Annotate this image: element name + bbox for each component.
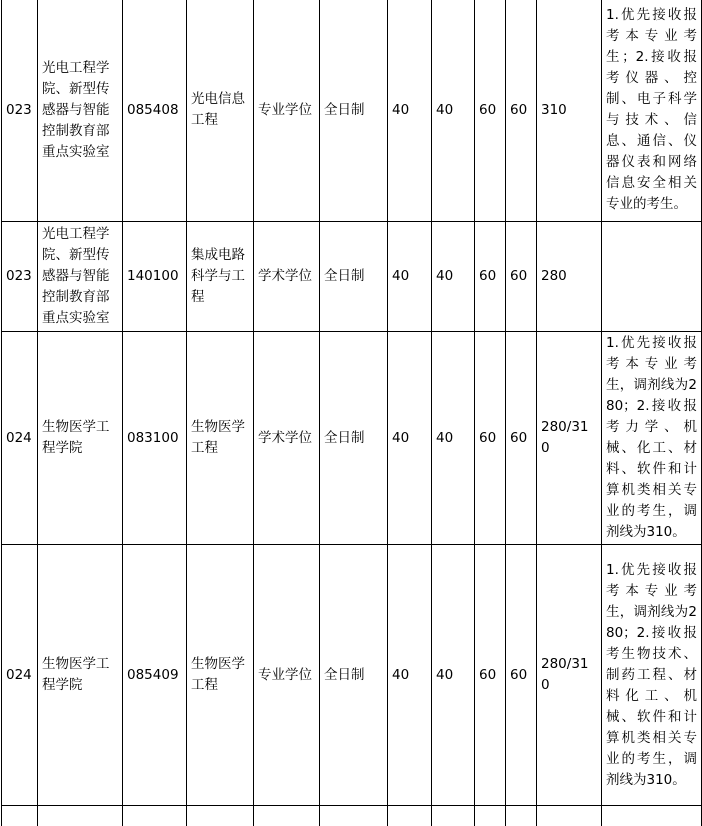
major-code-cell: 140100 xyxy=(123,222,187,332)
score-subject1-cell: 60 xyxy=(475,332,506,545)
degree-type-cell: 学术学位 xyxy=(254,332,320,545)
score-english-cell: 40 xyxy=(432,332,475,545)
score-english-cell: 40 xyxy=(432,222,475,332)
score-subject2-cell: 60 xyxy=(506,332,537,545)
total-score-cell: 280 xyxy=(537,222,602,332)
note-cell: 1.优先接收报考本专业考生，调剂线为280；2.接收报考力学、机械、化工、材料、软件和计算机类相关专业的考生，调剂线为310。 xyxy=(602,332,702,545)
empty-cell xyxy=(187,806,254,826)
score-subject1-cell: 60 xyxy=(475,545,506,806)
total-score-cell: 280/310 xyxy=(537,545,602,806)
college-name-cell: 生物医学工程学院 xyxy=(38,545,123,806)
admission-table xyxy=(1,0,702,826)
score-subject2-cell: 60 xyxy=(506,222,537,332)
score-politics-cell: 40 xyxy=(388,545,432,806)
college-code-cell: 023 xyxy=(2,222,38,332)
degree-type-cell: 专业学位 xyxy=(254,545,320,806)
score-politics-cell: 40 xyxy=(388,0,432,222)
major-code-cell: 083100 xyxy=(123,332,187,545)
score-english-cell: 40 xyxy=(432,0,475,222)
study-mode-cell: 全日制 xyxy=(320,545,388,806)
college-code-cell: 023 xyxy=(2,0,38,222)
score-subject1-cell: 60 xyxy=(475,0,506,222)
table-row-partial xyxy=(2,806,702,826)
score-english-cell: 40 xyxy=(432,545,475,806)
empty-cell xyxy=(506,806,537,826)
table-row xyxy=(2,545,702,806)
note-cell xyxy=(602,222,702,332)
table-row xyxy=(2,332,702,545)
empty-cell xyxy=(432,806,475,826)
major-name-cell: 集成电路科学与工程 xyxy=(187,222,254,332)
study-mode-cell: 全日制 xyxy=(320,0,388,222)
college-name-cell: 光电工程学院、新型传感器与智能控制教育部重点实验室 xyxy=(38,0,123,222)
college-code-cell: 024 xyxy=(2,545,38,806)
study-mode-cell: 全日制 xyxy=(320,332,388,545)
empty-cell xyxy=(475,806,506,826)
total-score-cell: 280/310 xyxy=(537,332,602,545)
score-politics-cell: 40 xyxy=(388,222,432,332)
major-name-cell: 生物医学工程 xyxy=(187,545,254,806)
degree-type-cell: 学术学位 xyxy=(254,222,320,332)
empty-cell xyxy=(38,806,123,826)
score-politics-cell: 40 xyxy=(388,332,432,545)
study-mode-cell: 全日制 xyxy=(320,222,388,332)
table-row xyxy=(2,0,702,222)
table-row xyxy=(2,222,702,332)
college-code-cell: 024 xyxy=(2,332,38,545)
empty-cell xyxy=(320,806,388,826)
empty-cell xyxy=(537,806,602,826)
major-code-cell: 085409 xyxy=(123,545,187,806)
note-cell: 1.优先接收报考本专业考生；2.接收报考仪器、控制、电子科学与技术、信息、通信、仪器仪表和网络信息安全相关专业的考生。 xyxy=(602,0,702,222)
note-cell: 1.优先接收报考本专业考生，调剂线为280；2.接收报考生物技术、制药工程、材料化工、机械、软件和计算机类相关专业的考生，调剂线为310。 xyxy=(602,545,702,806)
empty-cell xyxy=(2,806,38,826)
score-subject1-cell: 60 xyxy=(475,222,506,332)
major-code-cell: 085408 xyxy=(123,0,187,222)
empty-cell xyxy=(388,806,432,826)
score-subject2-cell: 60 xyxy=(506,545,537,806)
empty-cell xyxy=(123,806,187,826)
college-name-cell: 光电工程学院、新型传感器与智能控制教育部重点实验室 xyxy=(38,222,123,332)
major-name-cell: 光电信息工程 xyxy=(187,0,254,222)
empty-cell xyxy=(602,806,702,826)
degree-type-cell: 专业学位 xyxy=(254,0,320,222)
score-subject2-cell: 60 xyxy=(506,0,537,222)
major-name-cell: 生物医学工程 xyxy=(187,332,254,545)
total-score-cell: 310 xyxy=(537,0,602,222)
college-name-cell: 生物医学工程学院 xyxy=(38,332,123,545)
empty-cell xyxy=(254,806,320,826)
